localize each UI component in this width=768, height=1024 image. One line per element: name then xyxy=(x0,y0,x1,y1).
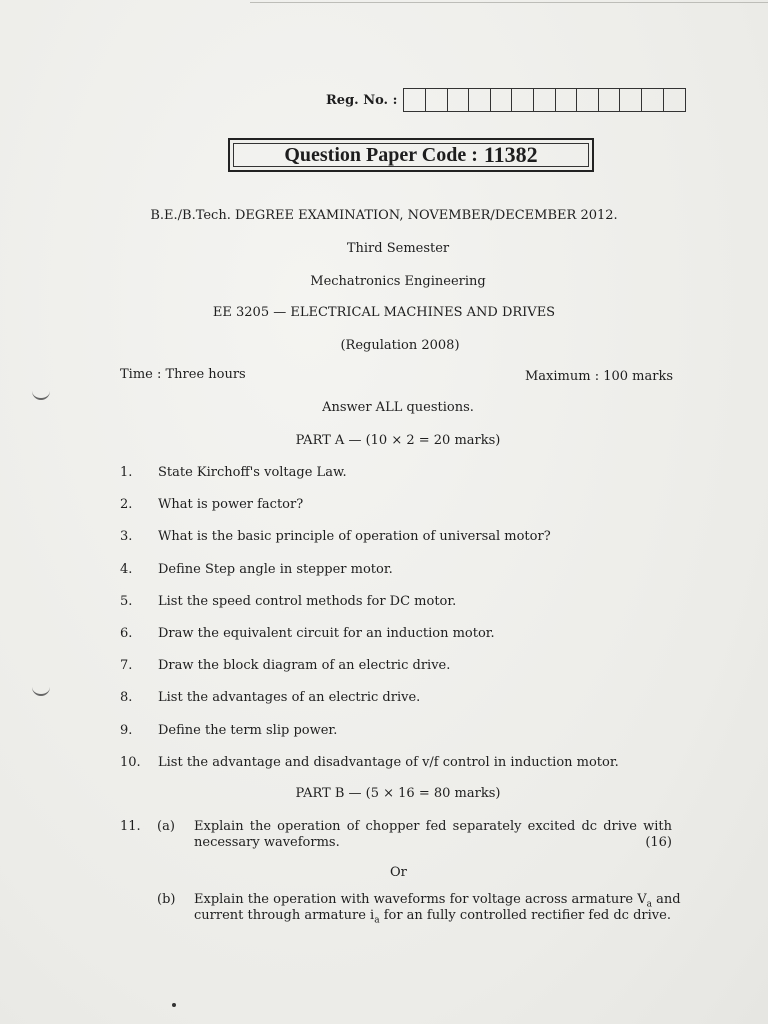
instruction: Answer ALL questions. xyxy=(322,400,474,415)
question-text: Draw the block diagram of an electric drive. xyxy=(158,658,451,673)
option-b-label: (b) xyxy=(157,892,176,907)
question-number: 6. xyxy=(120,626,133,641)
or-separator: Or xyxy=(390,865,407,880)
option-b-line1-end: and xyxy=(652,892,681,907)
option-a-line1: Explain the operation of chopper fed separately excited dc drive with xyxy=(194,819,672,834)
scan-edge-line xyxy=(250,2,768,3)
question-number: 3. xyxy=(120,529,133,544)
question-number: 11. xyxy=(120,819,141,834)
question-number: 7. xyxy=(120,658,133,673)
question-text: List the advantages of an electric drive. xyxy=(158,690,421,705)
option-b-line2-text: current through armature i xyxy=(194,908,375,923)
ink-dot xyxy=(172,1003,176,1007)
exam-title: B.E./B.Tech. DEGREE EXAMINATION, NOVEMBER/DECEMBER 2012. xyxy=(150,208,618,223)
reg-number-boxes xyxy=(403,88,686,112)
reg-number-field xyxy=(326,88,686,112)
question-text: Define the term slip power. xyxy=(158,723,338,738)
maximum-marks: Maximum : 100 marks xyxy=(524,369,673,384)
reg-digit-box xyxy=(491,89,513,111)
reg-digit-box xyxy=(577,89,599,111)
question-number: 1. xyxy=(120,465,133,480)
qpc-number: 11382 xyxy=(483,142,538,167)
reg-digit-box xyxy=(556,89,578,111)
reg-digit-box xyxy=(404,89,426,111)
semester: Third Semester xyxy=(346,241,450,256)
current-subscript: a xyxy=(374,915,380,926)
option-a-label: (a) xyxy=(157,819,175,834)
question-text: List the speed control methods for DC motor. xyxy=(158,594,457,609)
armature-subscript: a xyxy=(646,899,652,910)
question-paper-code-box xyxy=(228,138,594,172)
part-a-heading: PART A — (10 × 2 = 20 marks) xyxy=(295,433,501,448)
time-allowed: Time : Three hours xyxy=(120,367,246,382)
option-b-line2-end: for an fully controlled rectifier fed dc drive. xyxy=(379,908,671,923)
question-number: 8. xyxy=(120,690,133,705)
qpc-label: Question Paper Code : xyxy=(284,143,478,166)
reg-digit-box xyxy=(469,89,491,111)
option-b-line2 xyxy=(194,908,671,929)
reg-digit-box xyxy=(664,89,686,111)
reg-digit-box xyxy=(448,89,470,111)
option-b-line1-text: Explain the operation with waveforms for voltage across armature V xyxy=(194,892,647,907)
reg-digit-box xyxy=(620,89,642,111)
question-number: 5. xyxy=(120,594,133,609)
question-text: What is power factor? xyxy=(158,497,304,512)
subject: EE 3205 — ELECTRICAL MACHINES AND DRIVES xyxy=(212,305,556,320)
reg-label: Reg. No. : xyxy=(326,92,398,108)
question-text: List the advantage and disadvantage of v/f control in induction motor. xyxy=(158,755,619,770)
hole-punch-mark xyxy=(32,388,50,400)
option-a-marks: (16) xyxy=(645,835,672,850)
reg-digit-box xyxy=(512,89,534,111)
reg-digit-box xyxy=(426,89,448,111)
question-text: What is the basic principle of operation of universal motor? xyxy=(158,529,551,544)
question-number: 9. xyxy=(120,723,133,738)
reg-digit-box xyxy=(599,89,621,111)
reg-digit-box xyxy=(534,89,556,111)
question-text: Draw the equivalent circuit for an induction motor. xyxy=(158,626,495,641)
question-text: Define Step angle in stepper motor. xyxy=(158,562,393,577)
question-number: 10. xyxy=(120,755,141,770)
question-number: 2. xyxy=(120,497,133,512)
part-b-heading: PART B — (5 × 16 = 80 marks) xyxy=(295,786,501,801)
question-text: State Kirchoff's voltage Law. xyxy=(158,465,347,480)
branch: Mechatronics Engineering xyxy=(310,274,486,289)
question-number: 4. xyxy=(120,562,133,577)
option-a-line2: necessary waveforms. xyxy=(194,835,340,850)
hole-punch-mark xyxy=(32,684,50,696)
reg-digit-box xyxy=(642,89,664,111)
regulation: (Regulation 2008) xyxy=(340,338,460,353)
